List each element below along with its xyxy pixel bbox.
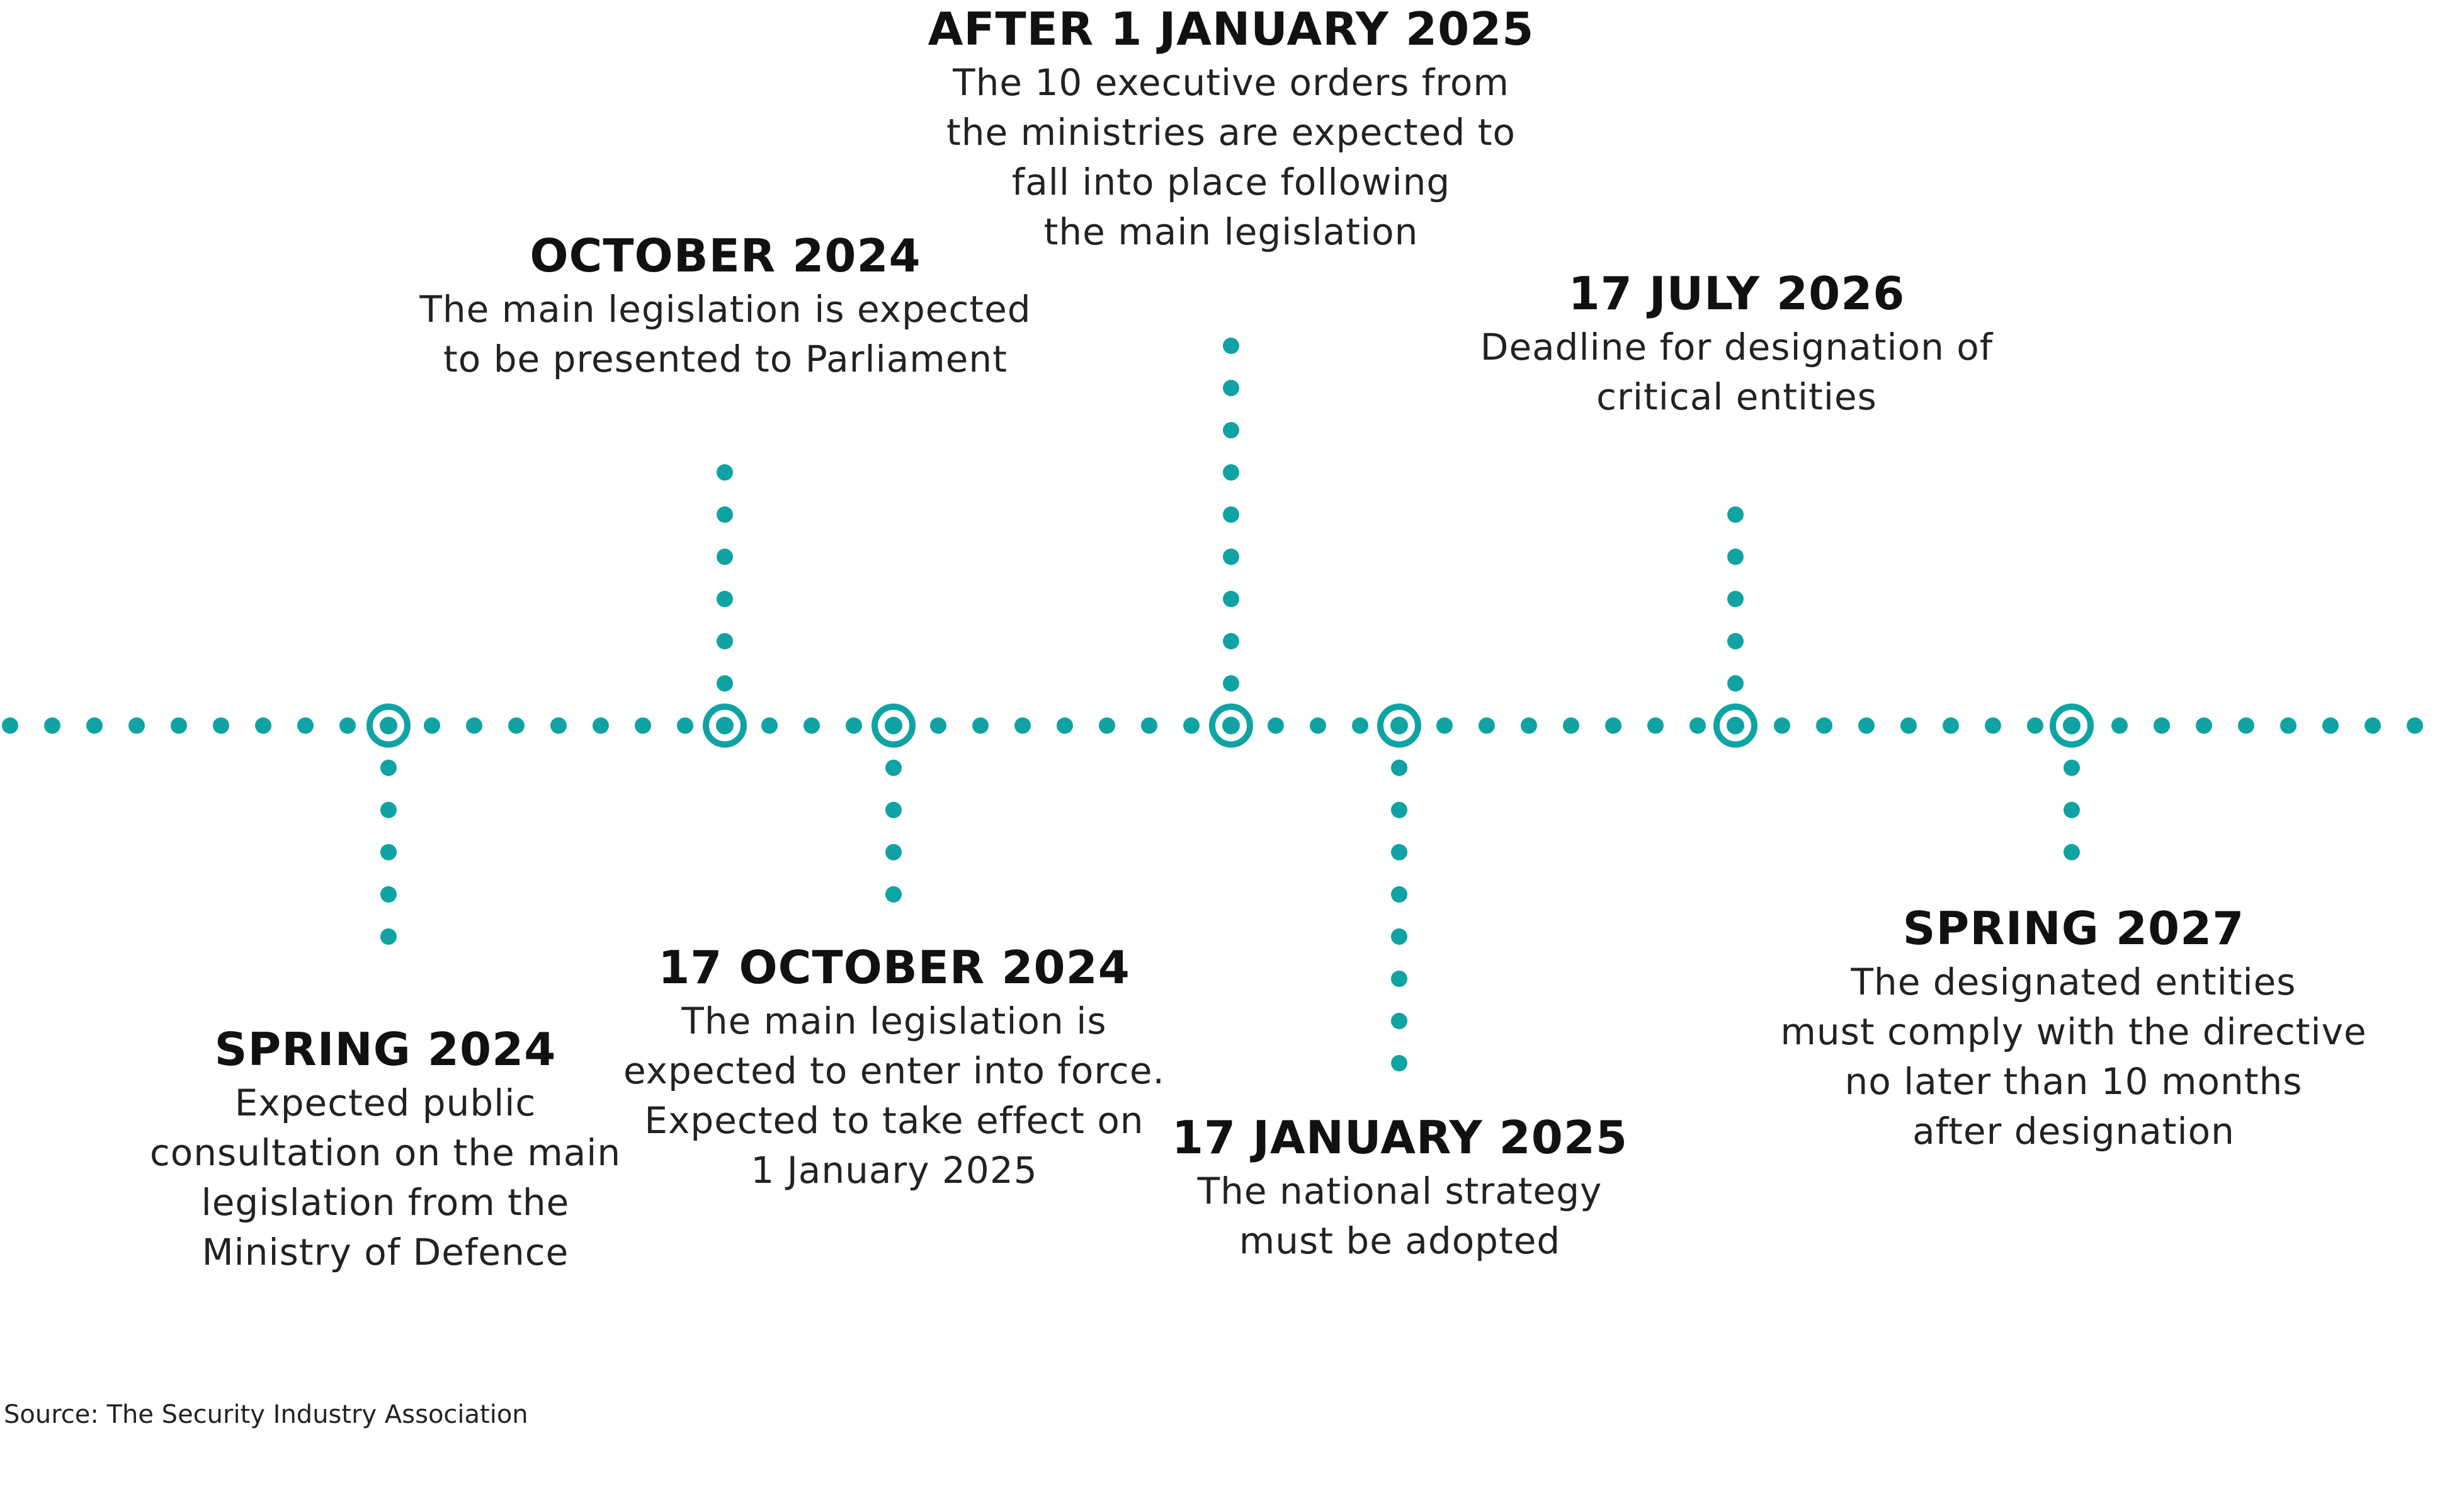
- event-marker-center: [885, 717, 902, 734]
- connector-dot: [1223, 338, 1239, 354]
- timeline-dot: [550, 717, 567, 734]
- timeline-dot: [677, 717, 693, 734]
- connector-dot: [1391, 928, 1407, 945]
- timeline-dot: [972, 717, 989, 734]
- event-description-line: the ministries are expected to: [946, 111, 1516, 154]
- event-marker-center: [1390, 717, 1408, 734]
- connector-dot: [1727, 675, 1744, 692]
- connector-dot: [717, 506, 733, 523]
- timeline-markers: [370, 707, 2091, 744]
- timeline-dot: [86, 717, 103, 734]
- event-description-line: Expected public: [234, 1081, 537, 1124]
- timeline-dot: [1479, 717, 1495, 734]
- connector-dot: [2064, 802, 2080, 818]
- timeline-dot: [1943, 717, 1959, 734]
- event-description-line: legislation from the: [201, 1181, 570, 1224]
- event-description-line: The designated entities: [1851, 961, 2297, 1003]
- connector-dot: [1727, 633, 1744, 649]
- connector-dot: [717, 464, 733, 481]
- timeline-dot: [44, 717, 60, 734]
- timeline-dot: [1605, 717, 1621, 734]
- event-marker-center: [1727, 717, 1744, 734]
- event-date: AFTER 1 JANUARY 2025: [928, 3, 1535, 55]
- timeline-dot: [466, 717, 482, 734]
- timeline-dot: [1436, 717, 1453, 734]
- connector-dot: [1223, 591, 1239, 607]
- event-description: [1422, 322, 2052, 422]
- connector-dot: [380, 844, 397, 860]
- connector-dot: [717, 591, 733, 607]
- connector-dot: [1391, 1055, 1407, 1071]
- event-description: [1759, 957, 2388, 1156]
- timeline-dot: [339, 717, 356, 734]
- timeline-dot: [761, 717, 778, 734]
- event-description-line: expected to enter into force.: [623, 1049, 1165, 1092]
- event-description-line: The main legislation is expected: [419, 288, 1031, 331]
- timeline-dot: [1647, 717, 1664, 734]
- timeline-dot: [2111, 717, 2128, 734]
- event-description-line: consultation on the main: [149, 1131, 622, 1174]
- timeline-dot: [846, 717, 862, 734]
- connector-dot: [1223, 633, 1239, 649]
- timeline-dot: [1141, 717, 1157, 734]
- connector-dot: [1391, 802, 1407, 818]
- event-description-line: Deadline for designation of: [1480, 326, 1994, 368]
- timeline-dot: [1521, 717, 1537, 734]
- connector-dot: [380, 760, 397, 776]
- event-description-line: to be presented to Parliament: [443, 338, 1008, 380]
- event-marker-center: [716, 717, 734, 734]
- timeline-dot: [635, 717, 651, 734]
- timeline-dot: [2027, 717, 2043, 734]
- event-description-line: must be adopted: [1239, 1219, 1561, 1262]
- event-description-line: the main legislation: [1043, 210, 1419, 253]
- event-after-1-january-2025: [916, 0, 1546, 257]
- timeline-dot: [1183, 717, 1200, 734]
- connector-dot: [2064, 760, 2080, 776]
- connector-dot: [885, 844, 902, 860]
- event-marker-center: [380, 717, 397, 734]
- event-description-line: The 10 executive orders from: [953, 61, 1509, 104]
- event-marker-center: [2063, 717, 2081, 734]
- event-spring-2027: [1759, 899, 2388, 1156]
- timeline-dot: [803, 717, 820, 734]
- event-description-line: Expected to take effect on: [644, 1099, 1144, 1142]
- event-date: 17 JANUARY 2025: [1171, 1111, 1628, 1164]
- connector-dot: [885, 886, 902, 903]
- timeline-dot: [1057, 717, 1073, 734]
- timeline-dot: [1774, 717, 1790, 734]
- connector-dot: [1223, 675, 1239, 692]
- connector-dot: [1391, 971, 1407, 987]
- event-date: SPRING 2027: [1902, 902, 2245, 955]
- connector-dot: [2064, 844, 2080, 860]
- connector-dot: [885, 760, 902, 776]
- timeline-dot: [930, 717, 946, 734]
- timeline-dot: [1985, 717, 2001, 734]
- timeline-dot: [2365, 717, 2381, 734]
- event-description-line: must comply with the directive: [1780, 1010, 2367, 1053]
- connector-dot: [885, 802, 902, 818]
- timeline-dot: [1310, 717, 1326, 734]
- event-17-july-2026: [1422, 265, 2052, 422]
- timeline-dot: [424, 717, 440, 734]
- connector-dot: [1223, 422, 1239, 438]
- connector-dot: [717, 633, 733, 649]
- connector-dot: [380, 928, 397, 945]
- event-date: 17 JULY 2026: [1568, 267, 1905, 320]
- timeline-dot: [2196, 717, 2212, 734]
- timeline-dot: [128, 717, 145, 734]
- event-description-line: after designation: [1912, 1110, 2235, 1153]
- connector-dot: [1391, 886, 1407, 903]
- timeline-dot: [1268, 717, 1284, 734]
- event-17-january-2025: [1085, 1109, 1715, 1266]
- connector-dot: [1391, 1013, 1407, 1029]
- connector-dot: [380, 886, 397, 903]
- connector-dot: [1727, 591, 1744, 607]
- event-description-line: Ministry of Defence: [202, 1231, 569, 1274]
- event-description-line: fall into place following: [1011, 161, 1451, 203]
- timeline-dot: [255, 717, 271, 734]
- event-description-line: 1 January 2025: [751, 1149, 1038, 1192]
- event-description-line: The main legislation is: [681, 1000, 1107, 1042]
- timeline-dot: [297, 717, 314, 734]
- connector-dot: [1223, 506, 1239, 523]
- event-marker-center: [1222, 717, 1240, 734]
- connector-dot: [1223, 380, 1239, 396]
- connector-dot: [1391, 760, 1407, 776]
- source-note: Source: The Security Industry Association: [4, 1400, 528, 1429]
- event-description-line: critical entities: [1596, 375, 1877, 418]
- timeline-dot: [2238, 717, 2254, 734]
- timeline-dot: [1099, 717, 1115, 734]
- connector-dot: [1391, 844, 1407, 860]
- timeline-dot: [508, 717, 525, 734]
- timeline-dot: [2154, 717, 2170, 734]
- connector-dot: [1727, 506, 1744, 523]
- timeline-dot: [1816, 717, 1832, 734]
- event-description: [411, 285, 1040, 384]
- connector-dot: [717, 675, 733, 692]
- event-date: 17 OCTOBER 2024: [658, 941, 1130, 994]
- timeline-dot: [1352, 717, 1368, 734]
- connector-dot: [717, 549, 733, 565]
- event-description-line: no later than 10 months: [1844, 1060, 2303, 1103]
- event-description: [1085, 1166, 1715, 1266]
- timeline-dot: [2280, 717, 2297, 734]
- timeline-dot: [171, 717, 187, 734]
- timeline-dot: [2, 717, 18, 734]
- connector-dot: [1223, 464, 1239, 481]
- connector-dot: [380, 802, 397, 818]
- connector-dot: [1727, 549, 1744, 565]
- timeline-dot: [2407, 717, 2423, 734]
- timeline-dot: [1689, 717, 1706, 734]
- event-date: SPRING 2024: [214, 1023, 557, 1076]
- timeline-dot: [1563, 717, 1579, 734]
- event-description-line: The national strategy: [1197, 1170, 1603, 1212]
- event-description: [916, 58, 1546, 257]
- event-date: OCTOBER 2024: [530, 229, 921, 282]
- timeline-dot: [2322, 717, 2339, 734]
- timeline-dot: [1900, 717, 1917, 734]
- timeline-dot: [1858, 717, 1875, 734]
- timeline-dot: [1014, 717, 1031, 734]
- connector-dot: [1223, 549, 1239, 565]
- timeline-dot: [593, 717, 609, 734]
- timeline-dot: [213, 717, 229, 734]
